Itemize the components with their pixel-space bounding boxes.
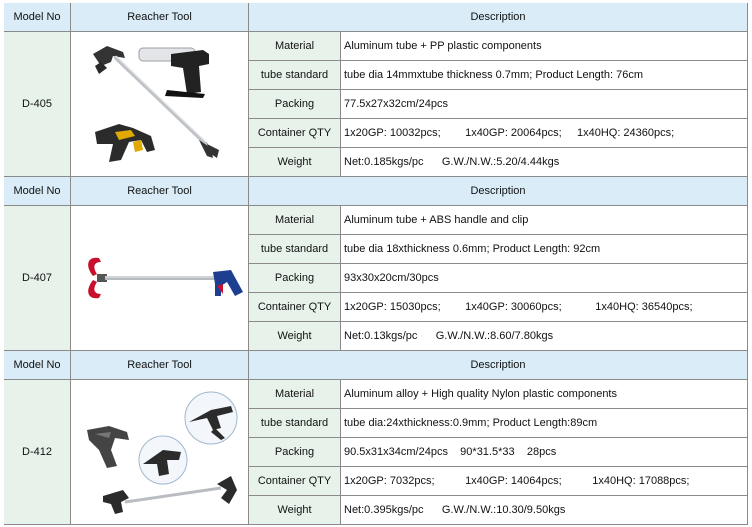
spec-label-weight (249, 148, 341, 177)
spec-label-packing (249, 264, 341, 293)
spec-label-text: Container QTY (257, 301, 332, 313)
model-number: D-407 (22, 272, 52, 284)
header-model-no (4, 3, 71, 32)
spec-value-packing (341, 438, 748, 467)
header-model-no-text: Model No (13, 185, 61, 197)
spec-label-container-qty (249, 467, 341, 496)
spec-value-weight (341, 322, 748, 351)
spec-label-text: tube standard (260, 417, 329, 429)
spec-value-container-qty (341, 119, 748, 148)
spec-value-tube-standard (341, 235, 748, 264)
header-reacher-tool (71, 3, 249, 32)
spec-value-container-qty (341, 293, 748, 322)
model-cell (4, 32, 71, 177)
reacher-tool-d405-icon (71, 32, 249, 177)
spec-label-text: Weight (277, 156, 312, 168)
spec-label-text: Packing (274, 272, 315, 284)
spec-label-packing (249, 90, 341, 119)
spec-value-text: 90.5x31x34cm/24pcs 90*31.5*33 28pcs (344, 446, 557, 458)
product-image-cell (71, 32, 249, 177)
reacher-tool-d412-icon (71, 380, 249, 525)
spec-label-tube-standard (249, 409, 341, 438)
header-description (249, 3, 748, 32)
spec-label-container-qty (249, 119, 341, 148)
spec-value-weight (341, 496, 748, 525)
product-block-d407 (4, 177, 748, 351)
model-cell (4, 380, 71, 525)
spec-value-text: Net:0.185kgs/pc G.W./N.W.:5.20/4.44kgs (344, 156, 560, 168)
spec-label-text: Material (274, 40, 315, 52)
spec-label-text: tube standard (260, 69, 329, 81)
spec-label-tube-standard (249, 235, 341, 264)
spec-label-container-qty (249, 293, 341, 322)
spec-value-text: 77.5x27x32cm/24pcs (344, 98, 448, 110)
spec-label-material (249, 380, 341, 409)
spec-label-text: Packing (274, 98, 315, 110)
spec-value-text: Aluminum tube + ABS handle and clip (344, 214, 529, 226)
spec-value-material (341, 206, 748, 235)
model-number: D-405 (22, 98, 52, 110)
spec-value-text: 93x30x20cm/30pcs (344, 272, 439, 284)
spec-value-text: tube dia 18xthickness 0.6mm; Product Length: 92cm (344, 243, 601, 255)
spec-value-tube-standard (341, 61, 748, 90)
header-model-no (4, 351, 71, 380)
header-description (249, 177, 748, 206)
spec-label-text: Material (274, 388, 315, 400)
spec-value-text: 1x20GP: 10032pcs; 1x40GP: 20064pcs; 1x40HQ: 24360pcs; (344, 127, 675, 139)
spec-label-text: Container QTY (257, 127, 332, 139)
spec-value-container-qty (341, 467, 748, 496)
spec-value-text: Net:0.13kgs/pc G.W./N.W.:8.60/7.80kgs (344, 330, 554, 342)
reacher-tool-d407-icon (71, 206, 249, 351)
product-block-d405 (4, 3, 748, 177)
spec-label-material (249, 206, 341, 235)
model-cell (4, 206, 71, 351)
spec-value-text: tube dia:24xthickness:0.9mm; Product Length:89cm (344, 417, 598, 429)
spec-label-weight (249, 496, 341, 525)
product-block-d412 (4, 351, 748, 525)
header-description (249, 351, 748, 380)
spec-label-text: Packing (274, 446, 315, 458)
header-reacher-tool (71, 177, 249, 206)
spec-label-text: tube standard (260, 243, 329, 255)
header-reacher-tool (71, 351, 249, 380)
spec-label-tube-standard (249, 61, 341, 90)
spec-value-text: Aluminum tube + PP plastic components (344, 40, 542, 52)
spec-value-text: 1x20GP: 15030pcs; 1x40GP: 30060pcs; 1x40HQ: 36540pcs; (344, 301, 693, 313)
header-model-no-text: Model No (13, 11, 61, 23)
spec-label-text: Material (274, 214, 315, 226)
product-image-cell (71, 206, 249, 351)
model-number: D-412 (22, 446, 52, 458)
spec-value-text: Net:0.395kgs/pc G.W./N.W.:10.30/9.50kgs (344, 504, 566, 516)
spec-value-text: tube dia 14mmxtube thickness 0.7mm; Product Length: 76cm (344, 69, 643, 81)
product-image-cell (71, 380, 249, 525)
header-description-text: Description (470, 185, 526, 197)
spec-label-text: Container QTY (257, 475, 332, 487)
spec-value-packing (341, 90, 748, 119)
spec-value-text: Aluminum alloy + High quality Nylon plastic components (344, 388, 617, 400)
header-model-no-text: Model No (13, 359, 61, 371)
header-reacher-tool-text: Reacher Tool (127, 185, 192, 197)
spec-value-packing (341, 264, 748, 293)
spec-label-material (249, 32, 341, 61)
spec-value-material (341, 32, 748, 61)
spec-label-packing (249, 438, 341, 467)
spec-label-weight (249, 322, 341, 351)
spec-value-text: 1x20GP: 7032pcs; 1x40GP: 14064pcs; 1x40HQ: 17088pcs; (344, 475, 690, 487)
spec-value-material (341, 380, 748, 409)
spec-value-weight (341, 148, 748, 177)
header-description-text: Description (470, 359, 526, 371)
spec-label-text: Weight (277, 504, 312, 516)
spec-value-tube-standard (341, 409, 748, 438)
header-reacher-tool-text: Reacher Tool (127, 359, 192, 371)
header-reacher-tool-text: Reacher Tool (127, 11, 192, 23)
header-description-text: Description (470, 11, 526, 23)
spec-label-text: Weight (277, 330, 312, 342)
header-model-no (4, 177, 71, 206)
